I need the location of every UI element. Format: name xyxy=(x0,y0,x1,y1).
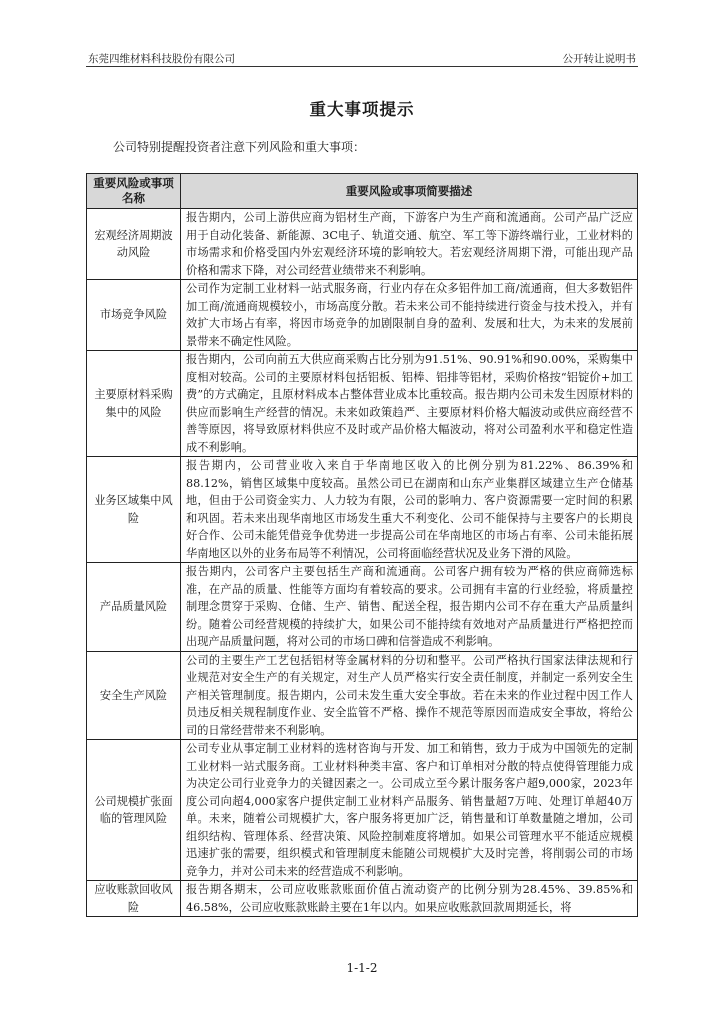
risk-desc: 报告期内，公司客户主要包括生产商和流通商。公司客户拥有较为严格的供应商筛选标准，在产品的质量、性能等方面均有着较高的要求。公司拥有丰富的行业经验，将质量控制理念贯穿于采购、仓储、生产、销售、配送全程，报告期内公司不存在重大产品质量纠纷。随着公司经营规模的持续扩大，如果公司不能持续有效地对产品质量进行严格把控而出现产品质量问题，将对公司的市场口碑和信誉造成不利影响。 xyxy=(181,563,638,652)
risk-desc: 报告期各期末，公司应收账款账面价值占流动资产的比例分别为28.45%、39.85%和46.58%，公司应收账款账龄主要在1年以内。如果应收账款回款周期延长，将 xyxy=(181,881,638,917)
table-row xyxy=(87,351,638,457)
risk-name: 应收账款回收风险 xyxy=(87,881,181,917)
page-title: 重大事项提示 xyxy=(309,100,415,119)
table-row xyxy=(87,280,638,351)
risk-table xyxy=(86,173,638,917)
page-header xyxy=(86,50,638,67)
risk-name: 安全生产风险 xyxy=(87,651,181,740)
risk-name: 业务区域集中风险 xyxy=(87,457,181,563)
risk-desc: 公司的主要生产工艺包括铝材等金属材料的分切和整平。公司严格执行国家法律法规和行业规范对安全生产的有关规定，对生产人员严格实行安全责任制度，并制定一系列安全生产相关管理制度。报告期内，公司未发生重大安全事故。若在未来的作业过程中因工作人员违反相关规程制度作业、安全监管不严格、操作不规范等原因而造成安全事故，将给公司的日常经营带来不利影响。 xyxy=(181,651,638,740)
page-number: 1-1-2 xyxy=(346,961,378,975)
risk-desc: 报告期内，公司向前五大供应商采购占比分别为91.51%、90.91%和90.00%，采购集中度相对较高。公司的主要原材料包括铝板、铝棒、铝排等铝材，采购价格按“铝锭价+加工费”的方式确定，且原材料成本占整体营业成本比重较高。报告期内公司未发生因原材料的供应而影响生产经营的情况。未来如政策趋严、主要原材料价格大幅波动或供应商经营不善等原因，将导致原材料供应不及时或产品价格大幅波动，将对公司盈利水平和稳定性造成不利影响。 xyxy=(181,351,638,457)
intro-text: 公司特别提醒投资者注意下列风险和重大事项： xyxy=(113,140,366,154)
table-header-row xyxy=(87,174,638,209)
table-row xyxy=(87,457,638,563)
risk-desc: 公司专业从事定制工业材料的选材咨询与开发、加工和销售，致力于成为中国领先的定制工业材料一站式服务商。工业材料种类丰富、客户和订单相对分散的特点使得管理能力成为决定公司行业竞争力的关键因素之一。公司成立至今累计服务客户超9,000家，2023年度公司向超4,000家客户提供定制工业材料产品服务、销售量超7万吨、处理订单超40万单。未来，随着公司规模扩大，客户服务将更加广泛，销售量和订单数量随之增加，公司组织结构、管理体系、经营决策、风险控制难度将增加。如果公司管理水平不能适应规模迅速扩张的需要，组织模式和管理制度未能随公司规模扩大及时完善，将削弱公司的市场竞争力，并对公司未来的经营造成不利影响。 xyxy=(181,740,638,881)
risk-desc: 公司作为定制工业材料一站式服务商，行业内存在众多铝件加工商/流通商，但大多数铝件加工商/流通商规模较小，市场高度分散。若未来公司不能持续进行资金与技术投入，并有效扩大市场占有率，将因市场竞争的加剧限制自身的盈利、发展和壮大，为未来的发展前景带来不确定性风险。 xyxy=(181,280,638,351)
table-row xyxy=(87,563,638,652)
risk-name: 市场竞争风险 xyxy=(87,280,181,351)
header-company: 东莞四维材料科技股份有限公司 xyxy=(88,53,235,65)
table-row xyxy=(87,209,638,280)
risk-name: 宏观经济周期波动风险 xyxy=(87,209,181,280)
risk-name: 公司规模扩张面临的管理风险 xyxy=(87,740,181,881)
risk-name: 主要原材料采购集中的风险 xyxy=(87,351,181,457)
col-header-name: 重要风险或事项名称 xyxy=(87,174,181,209)
risk-name: 产品质量风险 xyxy=(87,563,181,652)
header-doc-type: 公开转让说明书 xyxy=(562,53,636,65)
risk-desc: 报告期内，公司上游供应商为铝材生产商，下游客户为生产商和流通商。公司产品广泛应用于自动化装备、新能源、3C电子、轨道交通、航空、军工等下游终端行业，工业材料的市场需求和价格受国内外宏观经济环境的影响较大。若宏观经济周期下滑，可能出现产品价格和需求下降，对公司经营业绩带来不利影响。 xyxy=(181,209,638,280)
table-row xyxy=(87,651,638,740)
table-row xyxy=(87,881,638,917)
table-row xyxy=(87,740,638,881)
col-header-desc: 重要风险或事项简要描述 xyxy=(181,174,638,209)
risk-desc: 报告期内，公司营业收入来自于华南地区收入的比例分别为81.22%、86.39%和88.12%，销售区域集中度较高。虽然公司已在湖南和山东产业集群区域建立生产仓储基地，但由于公司资金实力、人力较为有限，公司的影响力、客户资源需要一定时间的积累和巩固。若未来出现华南地区市场发生重大不利变化、公司不能保持与主要客户的长期良好合作、公司未能凭借竞争优势进一步提高公司在华南地区的市场占有率、公司未能拓展华南地区以外的业务布局等不利情况，公司将面临经营状况及业务下滑的风险。 xyxy=(181,457,638,563)
